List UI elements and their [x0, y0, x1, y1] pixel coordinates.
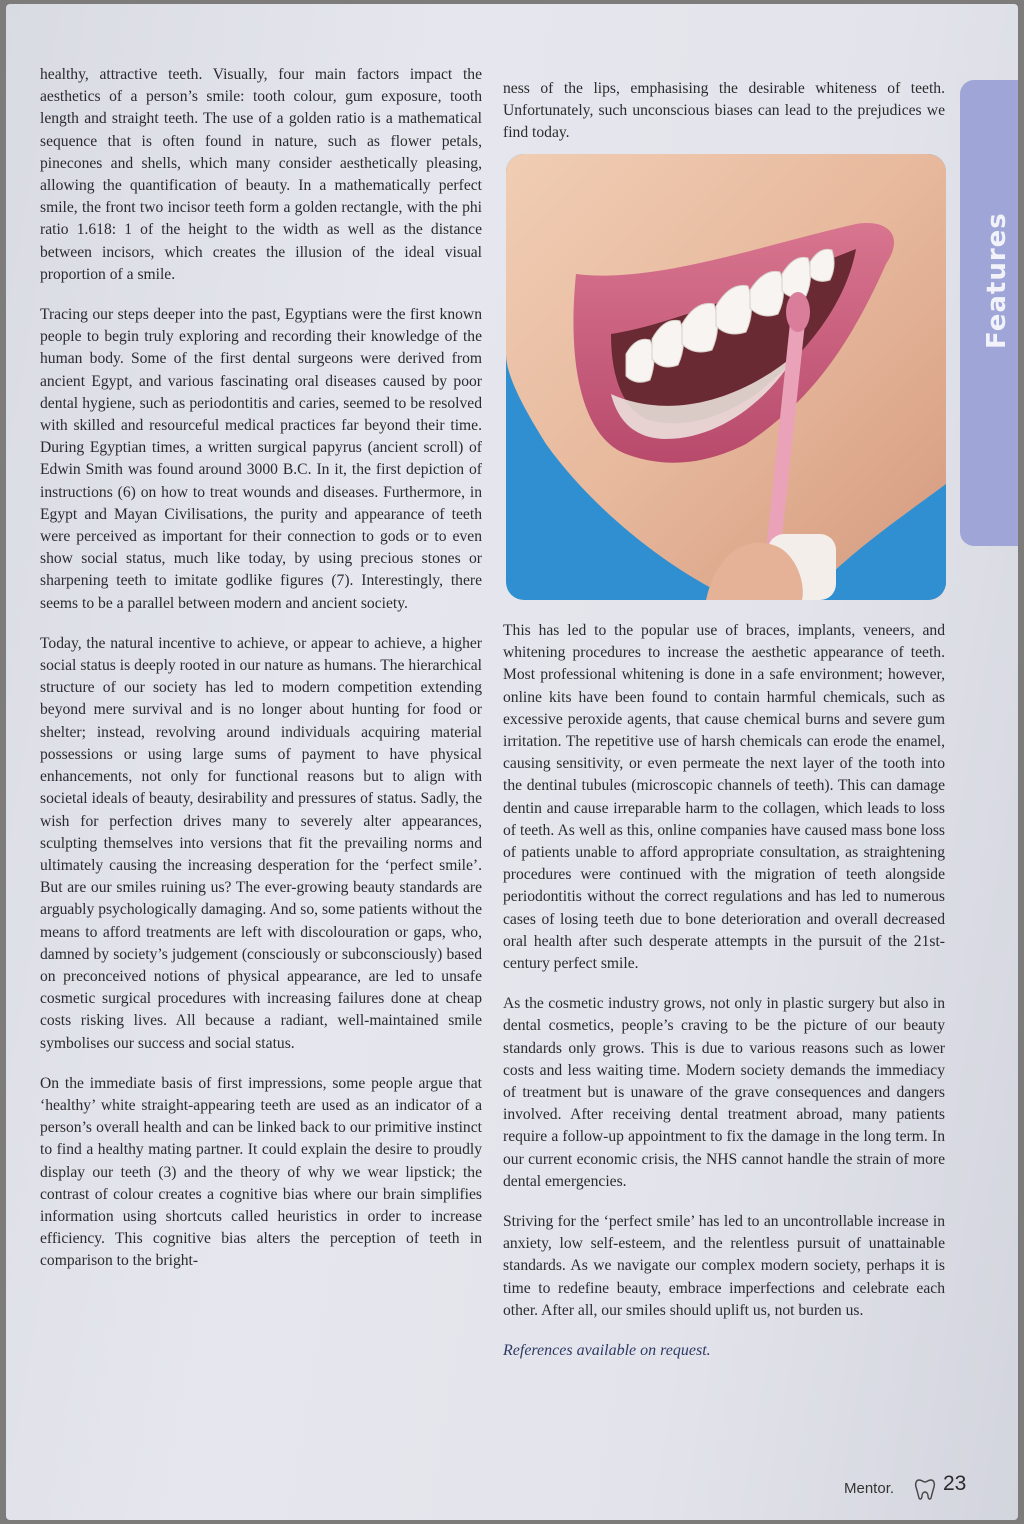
- section-tab-label: [982, 289, 1012, 349]
- references-note: References available on request.: [503, 1342, 711, 1360]
- paragraph: ness of the lips, emphasising the desirable whiteness of teeth. Unfortunately, such unconscious biases can lead to the prejudices we find today.: [503, 80, 945, 142]
- footer-brand: Mentor.: [844, 1480, 895, 1497]
- paragraph: Tracing our steps deeper into the past, Egyptians were the first known people to begin truly exploring and recording their knowledge of the human body. Some of the first dental surgeons were derived from ancient Egypt, and various fascinating oral diseases caused by poor dental hygiene, such as periodontitis and caries, seemed to be resolved with skilled and resourceful medical practices far beyond their time. During Egyptian times, a written surgical papyrus (ancient scroll) of Edwin Smith was found around 3000 B.C. In it, the first depiction of instructions (6) on how to treat wounds and diseases. Furthermore, in Egypt and Mayan Civilisations, the purity and appearance of teeth were perceived as important for their connection to gods or to even show social status, much like today, by using precious stones or sharpening teeth to imitate godlike figures (7). Interestingly, there seems to be a parallel between modern and ancient society.: [40, 306, 482, 612]
- paragraph: On the immediate basis of first impressions, some people argue that ‘healthy’ white straight-appearing teeth are used as an indicator of a person’s overall health and can be linked back to our primitive instinct to find a healthy mating partner. It could explain the desire to proudly display our teeth (3) and the theory of why we wear lipstick; the contrast of colour creates a cognitive bias where our brain simplifies information using shortcuts called heuristics in order to increase efficiency. This cognitive bias alters the perception of teeth in comparison to the bright-: [40, 1074, 482, 1270]
- paragraph: As the cosmetic industry grows, not only in plastic surgery but also in dental cosmetics, people’s craving to be the picture of our beauty standards only grows. This is due to various reasons such as lower costs and less waiting time. Modern society demands the immediacy of treatment but is unaware of the grave consequences and dangers involved. After receiving dental treatment abroad, many patients require a follow-up appointment to fix the damage in the long term. In our current economic crisis, the NHS cannot handle the strain of more dental emergencies.: [503, 995, 945, 1190]
- paragraph: Striving for the ‘perfect smile’ has led to an uncontrollable increase in anxiety, low self-esteem, and the relentless pursuit of unattainable standards. As we navigate our complex modern society, perhaps it is time to redefine beauty, embrace imperfections and celebrate each other. After all, our smiles should uplift us, not burden us.: [503, 1213, 945, 1319]
- tooth-icon: [912, 1476, 938, 1502]
- paragraph: healthy, attractive teeth. Visually, four main factors impact the aesthetics of a person’s smile: tooth colour, gum exposure, tooth length and straight teeth. The use of a golden ratio is a mathematical sequence that is often found in nature, such as flower petals, pinecones and shells, which many consider aesthetically pleasing, allowing the quantification of beauty. In a mathematically perfect smile, the front two incisor teeth form a golden rectangle, with the phi ratio 1.618: 1 of the height to the width as well as the distance between incisors, which creates the illusion of the ideal visual proportion of a smile.: [40, 66, 482, 283]
- smile-photo: [506, 154, 946, 600]
- left-column: [40, 64, 482, 1291]
- page-number: 23: [943, 1472, 967, 1495]
- paragraph: Today, the natural incentive to achieve, or appear to achieve, a higher social status is deeply rooted in our nature as humans. The hierarchical structure of our society has led to modern competition extending beyond mere survival and is no longer about hunting for food or shelter; instead, revolving around individuals acquiring material possessions or using large sums of payment to have physical enhancements, not only for functional reasons but to align with societal ideals of beauty, desirability and pressures of status. Sadly, the wish for perfection drives many to severely alter appearances, sculpting themselves into versions that fit the prevailing norms and ultimately causing the increasing desperation for the ‘perfect smile’. But are our smiles ruining us? The ever-growing beauty standards are arguably psychologically damaging. And so, some patients without the means to afford treatments are left with discolouration or gaps, who, damned by society’s judgement (consciously or subconsciously) based on preconceived notions of physical appearance, are led to unsafe cosmetic surgical procedures with increasing failures done at cheap costs risking lives. All because a radiant, well-maintained smile symbolises our success and social status.: [40, 634, 482, 1052]
- paragraph: This has led to the popular use of braces, implants, veneers, and whitening procedures to increase the aesthetic appearance of teeth. Most professional whitening is done in a safe environment; however, online kits have been found to contain harmful chemicals, such as excessive peroxide agents, that cause chemical burns and severe gum irritation. The repetitive use of harsh chemicals can erode the enamel, causing sensitivity, or even permeate the next layer of the tooth into the dentinal tubules (microscopic channels of teeth). This can damage dentin and cause irreparable harm to the collagen, which leads to loss of teeth. As well as this, online companies have caused mass bone loss of patients unable to afford appropriate consultation, as straightening procedures were continued with the migration of teeth alongside periodontitis without the correct regulations and has led to numerous cases of losing teeth due to bone deterioration and overall decreased oral health after such desperate attempts in the pursuit of the 21st-century perfect smile.: [503, 622, 945, 973]
- right-column-bottom: [503, 620, 945, 1380]
- right-column-top: [503, 78, 945, 163]
- magazine-page: [6, 4, 1018, 1520]
